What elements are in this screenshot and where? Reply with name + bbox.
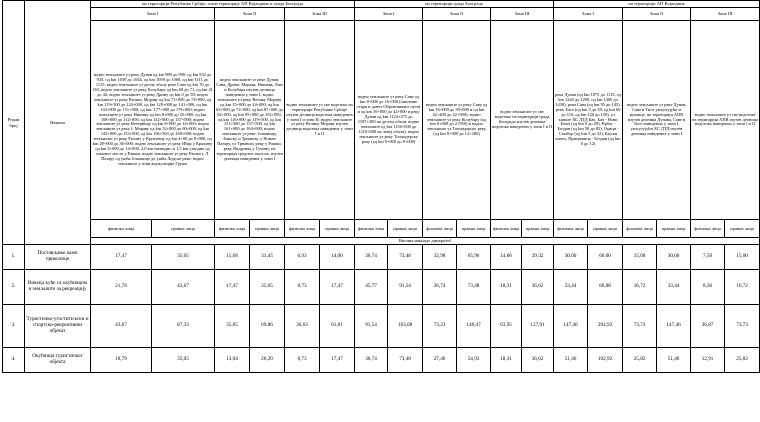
fee-table [2, 0, 760, 373]
fee-value: 43,67 [152, 270, 215, 305]
entity-natural: физичка лица [423, 220, 457, 238]
fee-value: 36,62 [522, 270, 554, 305]
zone-description-belgrade-2: водно земљиште уз реку Саву од km 16+000 до 39+000 и од km 42+400 до 52+000), водно земљиште уз реку Колубару (од km 0+000 до 2+950) и водно земљиште уз Топчидерску реку (од km 8+000 до 12+300) [423, 21, 491, 220]
fee-value: 17,47 [215, 270, 250, 305]
fee-value: 36,74 [355, 348, 388, 373]
entity-legal: правна лица [250, 220, 285, 238]
header-serbia-zone3: Зона III [285, 8, 355, 21]
zone-description-serbia-1: водно земљиште уз реку Дунав од km 989 до 990, од km 932 до 935, од km 1039 до 1044, од km 1058 до 1068, од km 1111 до 1125; водно земљиште уз десну обалу реке Саве од km 70 до 130; водно земљиште уз реку Колубару од km 68 до 71, од km 41 до 44; водно земљиште уз реку Дрину од km 0 до 38; водно земљиште уз реку Велику Мораву од km 72+000 до 74+000, од km 119+500 до 124+000, од km 129+000 до 141+000, од km 143+000 до 151+000, од km. 177+000 до 178+000; водно земљиште уз реку Нишаву од km 8+000 до 25+800, од km 108+000 до 112+000, од km 132+000 до 137+000; водно земљиште уз реку Ветерницу од km 8+000 до 14+000; водно земљиште уз реку Ј. Мораву од km 52+000 до 60+000, од km 142+000 до 153+000, од km 156+500 до 168+000; водно земљиште уз реку Расину у Крушевцу од km 4+00 до 8+000, од km 28+000 до 36+000; водно земљиште уз реку Ибар у Краљеву од km 4+000 до 14+000, 2,0 km низводно и 1,5 km узводно од хамонот моста у Рашки, водно земљиште уз реку Рашка у Л. Пазару од ушћа Јошанице до ушћа Људске реке; водно земљиште у зони акумулације Гружа [91, 21, 215, 220]
table-row [3, 245, 760, 270]
fee-value: 36,87 [691, 305, 725, 348]
fee-value: 12,91 [691, 348, 725, 373]
fee-value: 147,46 [554, 305, 588, 348]
header-belgrade-zone3: Зона III [491, 8, 554, 21]
fee-value: 54,93 [457, 348, 491, 373]
fee-value: 30,63 [285, 305, 320, 348]
table-row [3, 305, 760, 348]
fee-value: 35,05 [215, 305, 250, 348]
row-number: 2. [3, 270, 25, 305]
zone-description-vojvodina-1: река Дунав (од km 1075 до 1115, од km 1240 до 1290, од km 1400 до 1430), река Сава (од km 95 до 145), река Тиса (од km 5 до 38, од km 60 до 110, од km 120 до 150), уз канале ХС ДТД Бач. Бач - Нови Бечеј (од km 0 до 28), Врбас - Бездан (од km 50 до 85), Оџаци - Сомбор (од km 5 до 32), Бајски канал, Пригревица - Бездан (од km 0 до 12) [554, 21, 623, 220]
fee-value: 16,72 [725, 270, 760, 305]
fee-value: 18,31 [491, 348, 522, 373]
fee-value: 13,04 [215, 348, 250, 373]
entity-legal: правна лица [320, 220, 355, 238]
fee-value: 69,86 [250, 305, 285, 348]
fee-value: 61,01 [320, 305, 355, 348]
fee-value: 7,50 [691, 245, 725, 270]
entity-natural: физичка лица [491, 220, 522, 238]
entity-natural: физичка лица [285, 220, 320, 238]
fee-value: 16,72 [623, 270, 657, 305]
fee-value: 17,47 [91, 245, 152, 270]
fee-value: 51,46 [554, 348, 588, 373]
zone-description-vojvodina-3: водно земљиште уз све водотоке на територији АПВ изузев деоница водотока наведених у зони I и II [691, 21, 760, 220]
header-region-vojvodina: на територији АП Војводине [554, 1, 760, 8]
zone-description-belgrade-3: водно земљиште уз све водотоке на територији града Београда изузев деоница водотока наведених у зони I и II [491, 21, 554, 220]
header-vojvodina-zone3: Зона III [691, 8, 760, 21]
header-region-serbia: на територији Републике Србије, осим територије АП Војводине и града Београда [91, 1, 355, 8]
entity-legal: правна лица [457, 220, 491, 238]
fee-value: 51,46 [657, 348, 691, 373]
table-row [3, 270, 760, 305]
entity-natural: физичка лица [691, 220, 725, 238]
fee-value: 33,44 [657, 270, 691, 305]
row-purpose: Туристичко-угоститељски и спортско-рекреативни објекат [25, 305, 91, 348]
entity-natural: физичка лица [91, 220, 152, 238]
fee-value: 35,05 [152, 245, 215, 270]
entity-legal: правна лица [588, 220, 623, 238]
fee-value: 36,62 [522, 348, 554, 373]
fee-value: 15,00 [623, 245, 657, 270]
fee-value: 36,74 [423, 270, 457, 305]
fee-value: 147,46 [657, 305, 691, 348]
fee-value: 29,32 [522, 245, 554, 270]
fee-value: 91,54 [388, 270, 423, 305]
entity-type-row [3, 220, 760, 238]
fee-value: 14,66 [491, 245, 522, 270]
fee-value: 91,54 [355, 305, 388, 348]
fee-value: 65,96 [457, 245, 491, 270]
entity-natural: физичка лица [355, 220, 388, 238]
fee-value: 30,00 [657, 245, 691, 270]
fee-value: 45,77 [355, 270, 388, 305]
fee-value: 35,05 [250, 270, 285, 305]
fee-value: 33,44 [554, 270, 588, 305]
zone-description-serbia-3: водно земљиште уз све водотоке на територији Републике Србије изузев деоница водотока наведених у зони I и зони II; водно земљиште уз реку Велику Мораву изузев деоница водотока наведених у зони I и II [285, 21, 355, 220]
fee-value: 60,00 [588, 245, 623, 270]
fee-value: 66,88 [588, 270, 623, 305]
header-serbia-zone2: Зона II [215, 8, 285, 21]
fee-value: 30,00 [554, 245, 588, 270]
row-number: 1. [3, 245, 25, 270]
entity-legal: правна лица [725, 220, 760, 238]
entity-legal: правна лица [152, 220, 215, 238]
row-number: 4. [3, 348, 25, 373]
fee-value: 32,98 [423, 245, 457, 270]
fee-value: 73,73 [623, 305, 657, 348]
fee-value: 25,82 [623, 348, 657, 373]
fee-value: 14,00 [320, 245, 355, 270]
fee-value: 17,47 [320, 348, 355, 373]
header-serbia-zone1: Зона I [91, 8, 215, 21]
fee-value: 26,20 [250, 348, 285, 373]
entity-legal: правна лица [657, 220, 691, 238]
fee-value: 87,33 [152, 305, 215, 348]
header-row-number: Редни број [3, 1, 25, 245]
entity-legal: правна лица [522, 220, 554, 238]
fee-value: 21,78 [91, 270, 152, 305]
fee-value: 63,95 [491, 305, 522, 348]
entity-natural: физичка лица [554, 220, 588, 238]
fee-value: 31,45 [250, 245, 285, 270]
header-region-belgrade: на територији града Београда [355, 1, 554, 8]
fee-value: 8,73 [285, 270, 320, 305]
header-purpose: Намена [25, 1, 91, 245]
table-row [3, 348, 760, 373]
entity-natural: физичка лица [215, 220, 250, 238]
entity-legal: правна лица [388, 220, 423, 238]
fee-value: 8,36 [691, 270, 725, 305]
fee-value: 127,91 [522, 305, 554, 348]
header-belgrade-zone2: Зона II [423, 8, 491, 21]
fee-value: 73,48 [388, 245, 423, 270]
fee-value: 35,05 [152, 348, 215, 373]
fee-value: 73,23 [423, 305, 457, 348]
fee-value: 6,93 [285, 245, 320, 270]
fee-value: 25,82 [725, 348, 760, 373]
fee-value: 15,00 [725, 245, 760, 270]
entity-natural: физичка лица [623, 220, 657, 238]
fee-value: 27,46 [423, 348, 457, 373]
fee-value: 73,48 [457, 270, 491, 305]
row-purpose: Постављање камп приколице [25, 245, 91, 270]
fee-value: 73,73 [725, 305, 760, 348]
fee-value: 146,47 [457, 305, 491, 348]
row-purpose: Окућница туристичког објекта [25, 348, 91, 373]
row-number: 3. [3, 305, 25, 348]
fee-value: 183,08 [388, 305, 423, 348]
fee-value: 73,48 [388, 348, 423, 373]
header-vojvodina-zone1: Зона I [554, 8, 623, 21]
header-belgrade-zone1: Зона I [355, 8, 423, 21]
fee-value: 294,92 [588, 305, 623, 348]
fee-value: 8,73 [285, 348, 320, 373]
fee-unit-label: Висина накнаде динара/m² [91, 238, 760, 245]
fee-value: 36,74 [355, 245, 388, 270]
fee-value: 15,68 [215, 245, 250, 270]
fee-value: 43,67 [91, 305, 152, 348]
fee-value: 18,79 [91, 348, 152, 373]
zone-description-vojvodina-2: водно земљиште уз реке Дунав, Сава и Тиса укључујући и рукавце, на територији АПВ изузев деоница Дунава, Саве и Тисе наведених у зони I, укључујући ХС ДТД изузев деоница наведених у зони I [623, 21, 691, 220]
row-purpose: Викенд куће са окућницом и земљиште за рекреацију [25, 270, 91, 305]
fee-value: 17,47 [320, 270, 355, 305]
fee-value: 18,31 [491, 270, 522, 305]
fee-value: 102,92 [588, 348, 623, 373]
header-vojvodina-zone2: Зона II [623, 8, 691, 21]
zone-description-belgrade-1: водно земљиште уз реку Саву од km 0+000 до 16+000 (општине стари и донет Обреновачког пута) и од km 39+000 до 42+000 и реку Дунав од km 1124+375 до 1187+300 на десној обали, водно земљиште од km 1156+000 до 1210+000 на левој обали), водно земљиште уз реку Топчидерску реку (од km 0+000 до 8+000) [355, 21, 423, 220]
zone-description-serbia-2: водно земљиште уз реке Дунав, Сава, Дрина, Морава, Нишава, Лим и Колубара изузев деоница наведених у зони I; водно земљиште уз реку Велику Мораву од km 15+000 до 24+000, од km 65+000 до 72+000, од km 87+000 до 92+000, од km 95+000 до 102+000, од km 116+000 до 119+500, од km 151+500 до 157+500, од km 161+000 до 164+000; водно земљиште уз реке: Јошаницу, Бањску и Трнавску у Новом Пазару, уз Трнавску реку у Рашки, реку Видровац у Гучину, на територији градског насеља, изузев деоница наведених у зони I [215, 21, 285, 220]
